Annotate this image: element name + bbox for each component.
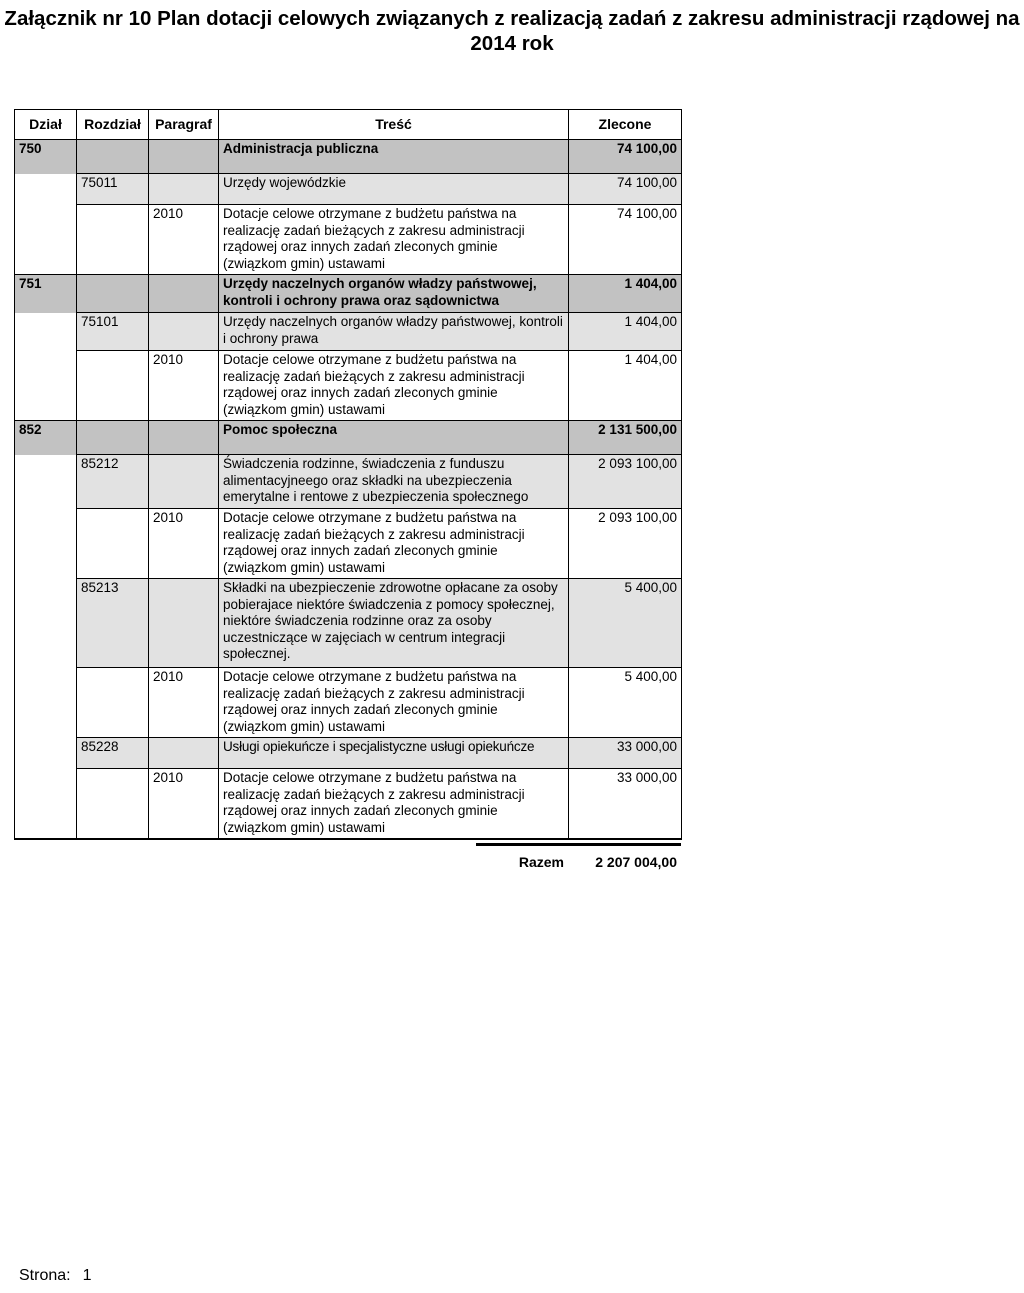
cell-zlecone: 2 131 500,00 — [569, 421, 682, 455]
cell-dzial: 852 — [15, 421, 77, 455]
cell-zlecone: 74 100,00 — [569, 140, 682, 174]
cell-paragraf: 2010 — [149, 351, 219, 421]
cell-tresc: Świadczenia rodzinne, świadczenia z funduszu alimentacyjneego oraz składki na ubezpieczenia emerytalne i rentowe z ubezpieczenia społecznego — [219, 455, 569, 509]
table-row — [15, 668, 682, 738]
cell-paragraf — [149, 421, 219, 455]
cell-tresc: Pomoc społeczna — [219, 421, 569, 455]
cell-rozdzial — [77, 205, 149, 275]
header-rozdzial: Rozdział — [77, 110, 149, 140]
cell-tresc: Dotacje celowe otrzymane z budżetu państwa na realizację zadań bieżących z zakresu administracji rządowej oraz innych zadań zleconych gminie (związkom gmin) ustawami — [219, 509, 569, 579]
table-row — [15, 205, 682, 275]
cell-rozdzial: 85213 — [77, 579, 149, 668]
table-row — [15, 455, 682, 509]
cell-paragraf — [149, 455, 219, 509]
cell-zlecone: 1 404,00 — [569, 351, 682, 421]
cell-rozdzial: 75011 — [77, 174, 149, 205]
table-row — [15, 579, 682, 668]
cell-tresc: Urzędy naczelnych organów władzy państwowej, kontroli i ochrony prawa — [219, 313, 569, 351]
cell-dzial — [15, 351, 77, 421]
cell-zlecone: 74 100,00 — [569, 174, 682, 205]
cell-rozdzial — [77, 140, 149, 174]
cell-dzial — [15, 174, 77, 205]
cell-rozdzial — [77, 509, 149, 579]
cell-paragraf: 2010 — [149, 205, 219, 275]
cell-zlecone: 33 000,00 — [569, 738, 682, 769]
cell-dzial — [15, 738, 77, 769]
table-row — [15, 509, 682, 579]
cell-tresc: Dotacje celowe otrzymane z budżetu państwa na realizację zadań bieżących z zakresu administracji rządowej oraz innych zadań zleconych gminie (związkom gmin) ustawami — [219, 205, 569, 275]
cell-zlecone: 5 400,00 — [569, 579, 682, 668]
table-row — [15, 140, 682, 174]
cell-rozdzial — [77, 421, 149, 455]
cell-dzial — [15, 509, 77, 579]
cell-paragraf: 2010 — [149, 769, 219, 840]
cell-tresc: Administracja publiczna — [219, 140, 569, 174]
cell-dzial — [15, 205, 77, 275]
total-value: 2 207 004,00 — [595, 854, 677, 870]
cell-tresc: Składki na ubezpieczenie zdrowotne opłacane za osoby pobierajace niektóre świadczenia z pomocy społecznej, niektóre świadczenia rodzinne oraz za osoby uczestniczące w zajęciach w centrum integracji społecznej. — [219, 579, 569, 668]
cell-paragraf — [149, 275, 219, 313]
cell-rozdzial — [77, 668, 149, 738]
table-row — [15, 174, 682, 205]
cell-tresc: Dotacje celowe otrzymane z budżetu państwa na realizację zadań bieżących z zakresu administracji rządowej oraz innych zadań zleconych gminie (związkom gmin) ustawami — [219, 668, 569, 738]
cell-zlecone: 33 000,00 — [569, 769, 682, 840]
cell-paragraf — [149, 313, 219, 351]
header-tresc: Treść — [219, 110, 569, 140]
cell-dzial — [15, 579, 77, 668]
page-number: 1 — [82, 1267, 92, 1284]
table-row — [15, 769, 682, 840]
cell-zlecone: 2 093 100,00 — [569, 455, 682, 509]
cell-tresc: Urzędy naczelnych organów władzy państwowej, kontroli i ochrony prawa oraz sądownictwa — [219, 275, 569, 313]
total-label: Razem — [518, 854, 564, 870]
table-header-row — [15, 110, 682, 140]
table-row — [15, 275, 682, 313]
cell-paragraf: 2010 — [149, 668, 219, 738]
cell-dzial: 750 — [15, 140, 77, 174]
cell-dzial: 751 — [15, 275, 77, 313]
cell-tresc: Dotacje celowe otrzymane z budżetu państwa na realizację zadań bieżących z zakresu administracji rządowej oraz innych zadań zleconych gminie (związkom gmin) ustawami — [219, 351, 569, 421]
cell-zlecone: 74 100,00 — [569, 205, 682, 275]
cell-paragraf — [149, 174, 219, 205]
header-paragraf: Paragraf — [149, 110, 219, 140]
cell-rozdzial — [77, 351, 149, 421]
cell-rozdzial: 85212 — [77, 455, 149, 509]
cell-zlecone: 1 404,00 — [569, 275, 682, 313]
header-zlecone: Zlecone — [569, 110, 682, 140]
table-row — [15, 738, 682, 769]
table-row — [15, 313, 682, 351]
grants-table — [14, 109, 682, 840]
table-row — [15, 351, 682, 421]
cell-paragraf — [149, 140, 219, 174]
cell-paragraf — [149, 738, 219, 769]
header-dzial: Dział — [15, 110, 77, 140]
cell-zlecone: 2 093 100,00 — [569, 509, 682, 579]
page-label: Strona: — [19, 1267, 71, 1284]
page-footer — [19, 1267, 92, 1285]
cell-rozdzial: 75101 — [77, 313, 149, 351]
cell-tresc: Dotacje celowe otrzymane z budżetu państwa na realizację zadań bieżących z zakresu administracji rządowej oraz innych zadań zleconych gminie (związkom gmin) ustawami — [219, 769, 569, 840]
cell-dzial — [15, 769, 77, 840]
cell-tresc: Urzędy wojewódzkie — [219, 174, 569, 205]
cell-rozdzial — [77, 769, 149, 840]
cell-dzial — [15, 313, 77, 351]
cell-rozdzial: 85228 — [77, 738, 149, 769]
cell-tresc: Usługi opiekuńcze i specjalistyczne usługi opiekuńcze — [219, 738, 569, 769]
cell-rozdzial — [77, 275, 149, 313]
table-row — [15, 421, 682, 455]
page-title: Załącznik nr 10 Plan dotacji celowych związanych z realizacją zadań z zakresu administracji rządowej na 2014 rok — [4, 7, 1020, 55]
total-divider — [476, 843, 681, 846]
cell-zlecone: 1 404,00 — [569, 313, 682, 351]
cell-dzial — [15, 668, 77, 738]
cell-paragraf — [149, 579, 219, 668]
cell-zlecone: 5 400,00 — [569, 668, 682, 738]
cell-paragraf: 2010 — [149, 509, 219, 579]
cell-dzial — [15, 455, 77, 509]
